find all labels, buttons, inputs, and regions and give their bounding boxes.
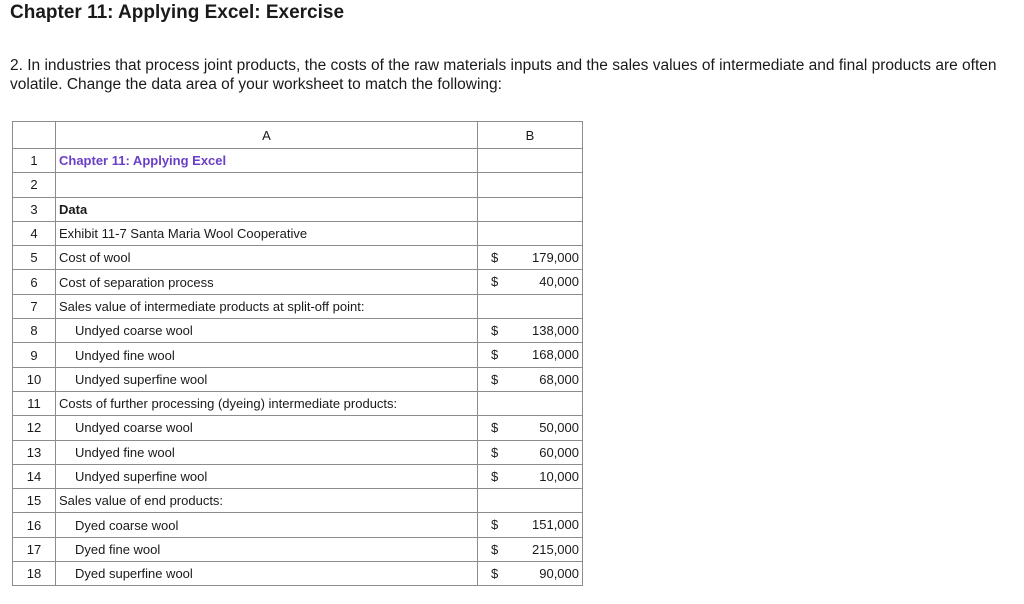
cell-a2[interactable] <box>56 173 478 197</box>
amount-value: 60,000 <box>539 444 579 460</box>
cell-a14[interactable]: Undyed superfine wool <box>56 464 478 488</box>
row-number[interactable]: 18 <box>13 562 56 586</box>
cell-b5[interactable] <box>478 246 583 270</box>
cell-a13[interactable]: Undyed fine wool <box>56 440 478 464</box>
corner-cell <box>13 122 56 149</box>
cell-b9[interactable] <box>478 343 583 367</box>
cell-a9[interactable]: Undyed fine wool <box>56 343 478 367</box>
row-number[interactable]: 16 <box>13 513 56 537</box>
table-row <box>13 464 583 488</box>
cell-b1[interactable] <box>478 149 583 173</box>
row-number[interactable]: 11 <box>13 391 56 415</box>
row-number[interactable]: 12 <box>13 416 56 440</box>
column-header-a[interactable]: A <box>56 122 478 149</box>
cell-a17[interactable]: Dyed fine wool <box>56 537 478 561</box>
amount-value: 50,000 <box>539 420 579 436</box>
cell-a1[interactable]: Chapter 11: Applying Excel <box>56 149 478 173</box>
table-row <box>13 197 583 221</box>
currency-symbol: $ <box>491 444 499 460</box>
amount-value: 215,000 <box>532 541 579 557</box>
table-row <box>13 367 583 391</box>
amount-value: 90,000 <box>539 566 579 582</box>
cell-b15[interactable] <box>478 489 583 513</box>
cell-a7[interactable]: Sales value of intermediate products at split-off point: <box>56 294 478 318</box>
row-number[interactable]: 6 <box>13 270 56 294</box>
row-number[interactable]: 13 <box>13 440 56 464</box>
table-row <box>13 391 583 415</box>
amount-value: 10,000 <box>539 468 579 484</box>
row-number[interactable]: 8 <box>13 319 56 343</box>
amount-value: 151,000 <box>532 517 579 533</box>
cell-b10[interactable] <box>478 367 583 391</box>
row-number[interactable]: 3 <box>13 197 56 221</box>
amount-value: 168,000 <box>532 347 579 363</box>
cell-b17[interactable] <box>478 537 583 561</box>
currency-symbol: $ <box>491 274 499 290</box>
row-number[interactable]: 1 <box>13 149 56 173</box>
cell-b4[interactable] <box>478 221 583 245</box>
cell-a16[interactable]: Dyed coarse wool <box>56 513 478 537</box>
cell-b16[interactable] <box>478 513 583 537</box>
table-row <box>13 513 583 537</box>
cell-a4[interactable]: Exhibit 11-7 Santa Maria Wool Cooperative <box>56 221 478 245</box>
table-row <box>13 489 583 513</box>
cell-b8[interactable] <box>478 319 583 343</box>
table-row <box>13 149 583 173</box>
row-number[interactable]: 10 <box>13 367 56 391</box>
table-row <box>13 537 583 561</box>
currency-symbol: $ <box>491 371 499 387</box>
question-text: 2. In industries that process joint products, the costs of the raw materials inputs and the sales values of intermediate and final products are often volatile. Change the data area of your worksheet to match the following: <box>10 57 997 93</box>
cell-a11[interactable]: Costs of further processing (dyeing) intermediate products: <box>56 391 478 415</box>
table-row <box>13 343 583 367</box>
cell-b14[interactable] <box>478 464 583 488</box>
amount-value: 40,000 <box>539 274 579 290</box>
table-row <box>13 246 583 270</box>
table-row <box>13 294 583 318</box>
currency-symbol: $ <box>491 250 499 266</box>
table-row <box>13 270 583 294</box>
cell-a5[interactable]: Cost of wool <box>56 246 478 270</box>
cell-a3[interactable]: Data <box>56 197 478 221</box>
spreadsheet <box>12 121 583 586</box>
cell-b11[interactable] <box>478 391 583 415</box>
page-title: Chapter 11: Applying Excel: Exercise <box>10 2 345 23</box>
table-row <box>13 562 583 586</box>
column-header-row <box>13 122 583 149</box>
currency-symbol: $ <box>491 347 499 363</box>
currency-symbol: $ <box>491 323 499 339</box>
row-number[interactable]: 7 <box>13 294 56 318</box>
amount-value: 179,000 <box>532 250 579 266</box>
column-header-b[interactable]: B <box>478 122 583 149</box>
row-number[interactable]: 17 <box>13 537 56 561</box>
row-number[interactable]: 4 <box>13 221 56 245</box>
currency-symbol: $ <box>491 420 499 436</box>
cell-b18[interactable] <box>478 562 583 586</box>
currency-symbol: $ <box>491 517 499 533</box>
cell-a8[interactable]: Undyed coarse wool <box>56 319 478 343</box>
amount-value: 138,000 <box>532 323 579 339</box>
currency-symbol: $ <box>491 541 499 557</box>
cell-b3[interactable] <box>478 197 583 221</box>
cell-a15[interactable]: Sales value of end products: <box>56 489 478 513</box>
row-number[interactable]: 2 <box>13 173 56 197</box>
amount-value: 68,000 <box>539 371 579 387</box>
row-number[interactable]: 14 <box>13 464 56 488</box>
table-row <box>13 319 583 343</box>
row-number[interactable]: 5 <box>13 246 56 270</box>
row-number[interactable]: 15 <box>13 489 56 513</box>
table-row <box>13 440 583 464</box>
currency-symbol: $ <box>491 566 499 582</box>
cell-b6[interactable] <box>478 270 583 294</box>
cell-b13[interactable] <box>478 440 583 464</box>
cell-a18[interactable]: Dyed superfine wool <box>56 562 478 586</box>
cell-b2[interactable] <box>478 173 583 197</box>
cell-a6[interactable]: Cost of separation process <box>56 270 478 294</box>
currency-symbol: $ <box>491 468 499 484</box>
cell-b12[interactable] <box>478 416 583 440</box>
cell-b7[interactable] <box>478 294 583 318</box>
table-row <box>13 221 583 245</box>
table-row <box>13 416 583 440</box>
row-number[interactable]: 9 <box>13 343 56 367</box>
cell-a12[interactable]: Undyed coarse wool <box>56 416 478 440</box>
cell-a10[interactable]: Undyed superfine wool <box>56 367 478 391</box>
table-row <box>13 173 583 197</box>
